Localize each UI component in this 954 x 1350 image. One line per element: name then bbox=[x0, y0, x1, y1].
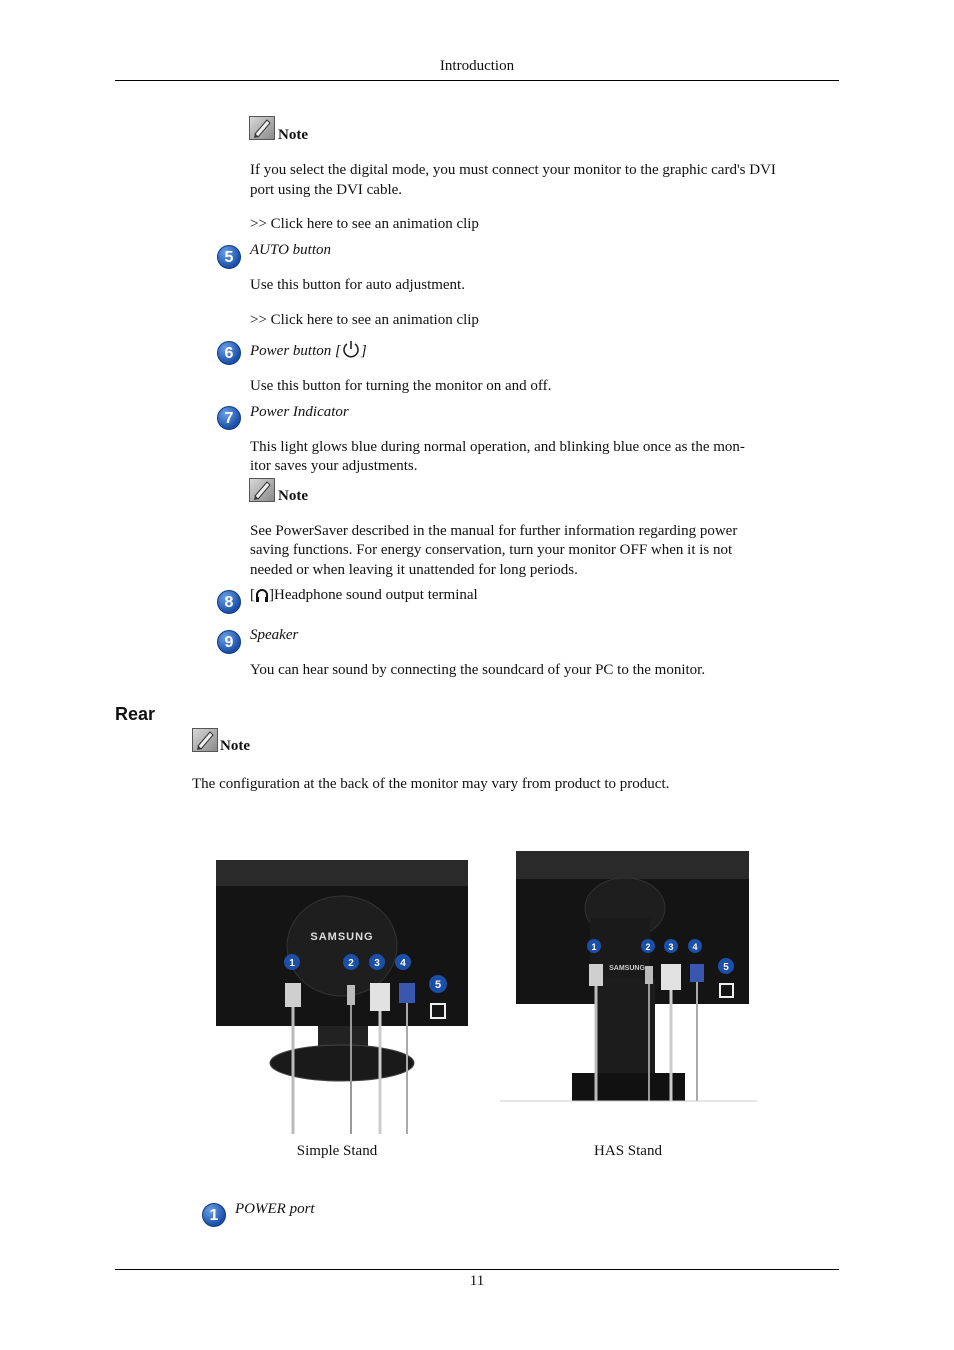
note-label: Note bbox=[278, 127, 308, 143]
note-text-line: needed or when leaving it unattended for long periods. bbox=[250, 562, 578, 578]
svg-text:1: 1 bbox=[289, 958, 295, 969]
item-title: Speaker bbox=[250, 627, 299, 643]
has-stand-image bbox=[500, 848, 757, 1104]
svg-text:5: 5 bbox=[723, 962, 729, 973]
caption-has-stand: HAS Stand bbox=[594, 1143, 662, 1159]
simple-stand-image bbox=[215, 858, 471, 1134]
note-text-line: See PowerSaver described in the manual for further information regarding power bbox=[250, 523, 738, 539]
svg-text:3: 3 bbox=[374, 958, 380, 969]
svg-text:4: 4 bbox=[400, 958, 406, 969]
item-title-prefix: Power button [ bbox=[250, 343, 341, 359]
power-icon bbox=[341, 339, 361, 359]
item-title: POWER port bbox=[235, 1201, 315, 1217]
note-text: The configuration at the back of the monitor may vary from product to product. bbox=[192, 776, 670, 792]
marker-5: 5 bbox=[217, 245, 241, 269]
note-label: Note bbox=[278, 488, 308, 504]
note-text: If you select the digital mode, you must connect your monitor to the graphic card's DVI port using the DVI cable. bbox=[250, 162, 776, 198]
note-text-line: saving functions. For energy conservation, turn your monitor OFF when it is not bbox=[250, 542, 733, 558]
svg-text:2: 2 bbox=[348, 958, 354, 969]
svg-text:2: 2 bbox=[645, 942, 651, 952]
item-text: ]Headphone sound output terminal bbox=[269, 587, 478, 603]
note-icon bbox=[249, 478, 275, 502]
svg-text:1: 1 bbox=[591, 942, 597, 952]
marker-8: 8 bbox=[217, 590, 241, 614]
marker-1: 1 bbox=[202, 1203, 226, 1227]
footer-rule bbox=[115, 1269, 839, 1270]
note-icon bbox=[249, 116, 275, 140]
header-rule bbox=[115, 80, 839, 81]
item-desc: Use this button for auto adjustment. bbox=[250, 277, 465, 293]
item-desc: Use this button for turning the monitor on and off. bbox=[250, 378, 552, 394]
caption-simple-stand: Simple Stand bbox=[296, 1143, 378, 1159]
item-prefix: [ bbox=[250, 587, 255, 603]
item-desc-line: itor saves your adjustments. bbox=[250, 458, 418, 474]
item-desc: You can hear sound by connecting the soundcard of your PC to the monitor. bbox=[250, 662, 706, 678]
headphone-icon bbox=[255, 588, 269, 604]
section-heading: Rear bbox=[115, 704, 156, 724]
svg-text:5: 5 bbox=[434, 979, 442, 991]
item-title: AUTO button bbox=[250, 242, 331, 258]
note-icon bbox=[192, 728, 218, 752]
item-title bbox=[250, 586, 478, 606]
note-label: Note bbox=[220, 738, 250, 754]
animation-link[interactable]: >> Click here to see an animation clip bbox=[250, 312, 479, 328]
item-title: Power Indicator bbox=[250, 404, 349, 420]
marker-6: 6 bbox=[217, 341, 241, 365]
item-title bbox=[250, 342, 367, 362]
brand-logo: SAMSUNG bbox=[310, 931, 374, 943]
marker-7: 7 bbox=[217, 406, 241, 430]
svg-text:3: 3 bbox=[668, 942, 674, 952]
page-number: 11 bbox=[469, 1273, 485, 1289]
item-desc-line: This light glows blue during normal operation, and blinking blue once as the mon- bbox=[250, 439, 745, 455]
svg-text:4: 4 bbox=[692, 942, 698, 952]
animation-link[interactable]: >> Click here to see an animation clip bbox=[250, 216, 479, 232]
brand-logo: SAMSUNG bbox=[609, 965, 645, 972]
running-header: Introduction bbox=[439, 58, 515, 74]
item-title-suffix: ] bbox=[360, 343, 367, 359]
marker-9: 9 bbox=[217, 630, 241, 654]
